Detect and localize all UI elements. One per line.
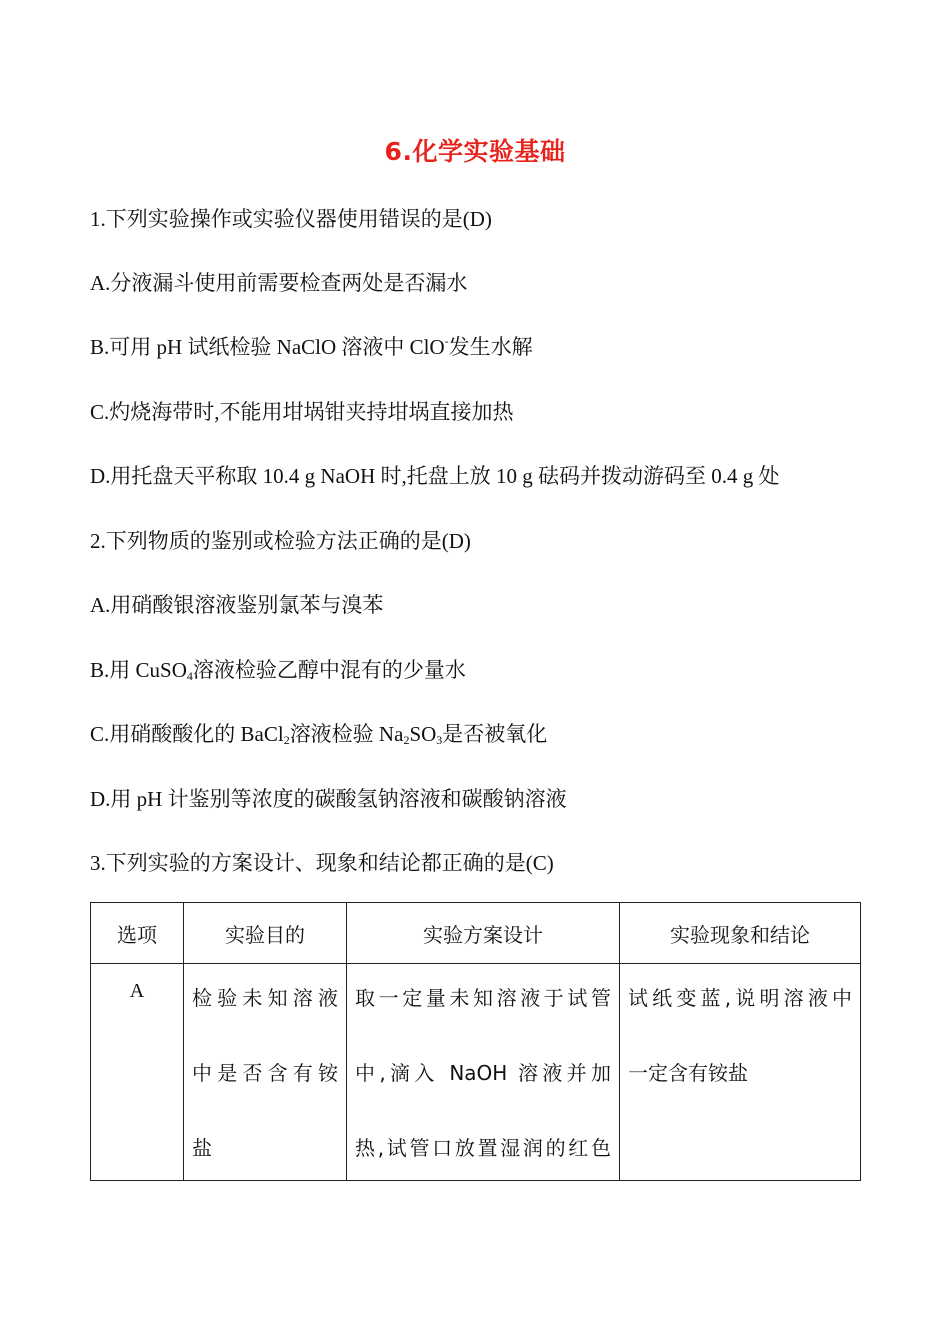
cell-line: 热,试管口放置湿润的红色: [355, 1136, 611, 1160]
table-header-design: 实验方案设计: [347, 903, 620, 964]
table-cell-option: A: [91, 964, 184, 1181]
question-1-option-c: C.灼烧海带时,不能用坩埚钳夹持坩埚直接加热: [90, 400, 514, 424]
cell-line: 盐: [192, 1136, 212, 1160]
question-2-option-c: [90, 720, 547, 748]
question-2-option-d: D.用 pH 计鉴别等浓度的碳酸氢钠溶液和碳酸钠溶液: [90, 787, 567, 811]
subscript: 4: [186, 669, 193, 683]
question-1-option-a: A.分液漏斗使用前需要检查两处是否漏水: [90, 271, 468, 295]
cell-line: 一定含有铵盐: [628, 1061, 748, 1085]
option-b-text-end: 溶液检验乙醇中混有的少量水: [192, 658, 466, 682]
question-1-stem: 1.下列实验操作或实验仪器使用错误的是(D): [90, 207, 492, 231]
option-c-text-mid: 溶液检验 Na: [289, 722, 404, 746]
subscript: 2: [283, 733, 290, 747]
question-2-stem: 2.下列物质的鉴别或检验方法正确的是(D): [90, 529, 471, 553]
cell-line: 中是否含有铵: [192, 1061, 338, 1085]
question-2-option-a: A.用硝酸银溶液鉴别氯苯与溴苯: [90, 593, 384, 617]
cell-line: 试纸变蓝,说明溶液中: [628, 986, 852, 1010]
table-header-result: 实验现象和结论: [620, 903, 861, 964]
table-row: [91, 964, 861, 1181]
option-c-text-end: 是否被氧化: [442, 722, 548, 746]
question-2-option-b: [90, 656, 466, 684]
question-3-stem: 3.下列实验的方案设计、现象和结论都正确的是(C): [90, 851, 554, 875]
table-cell-purpose: [184, 964, 347, 1181]
option-c-text-mid2: SO: [409, 722, 437, 746]
option-b-text: B.用 CuSO: [90, 658, 187, 682]
experiment-table: [90, 902, 861, 1181]
page-title: 6.化学实验基础: [384, 137, 566, 166]
table-cell-result: [620, 964, 861, 1181]
superscript: -: [444, 334, 449, 348]
table-cell-design: [347, 964, 620, 1181]
table-header-option: 选项: [91, 903, 184, 964]
cell-line: 中,滴入 NaOH 溶液并加: [355, 1061, 611, 1085]
subscript: 2: [403, 733, 410, 747]
question-1-option-d: D.用托盘天平称取 10.4 g NaOH 时,托盘上放 10 g 砝码并拨动游码至 0.4 g 处: [90, 464, 780, 488]
question-1-option-b: [90, 333, 533, 361]
table-header-purpose: 实验目的: [184, 903, 347, 964]
option-b-text-end: 发生水解: [448, 335, 533, 359]
cell-line: 检验未知溶液: [192, 986, 338, 1010]
subscript: 3: [436, 733, 443, 747]
cell-line: 取一定量未知溶液于试管: [355, 986, 611, 1010]
option-b-text: B.可用 pH 试纸检验 NaClO 溶液中 ClO: [90, 335, 445, 359]
table-header-row: [91, 903, 861, 964]
option-c-text: C.用硝酸酸化的 BaCl: [90, 722, 284, 746]
